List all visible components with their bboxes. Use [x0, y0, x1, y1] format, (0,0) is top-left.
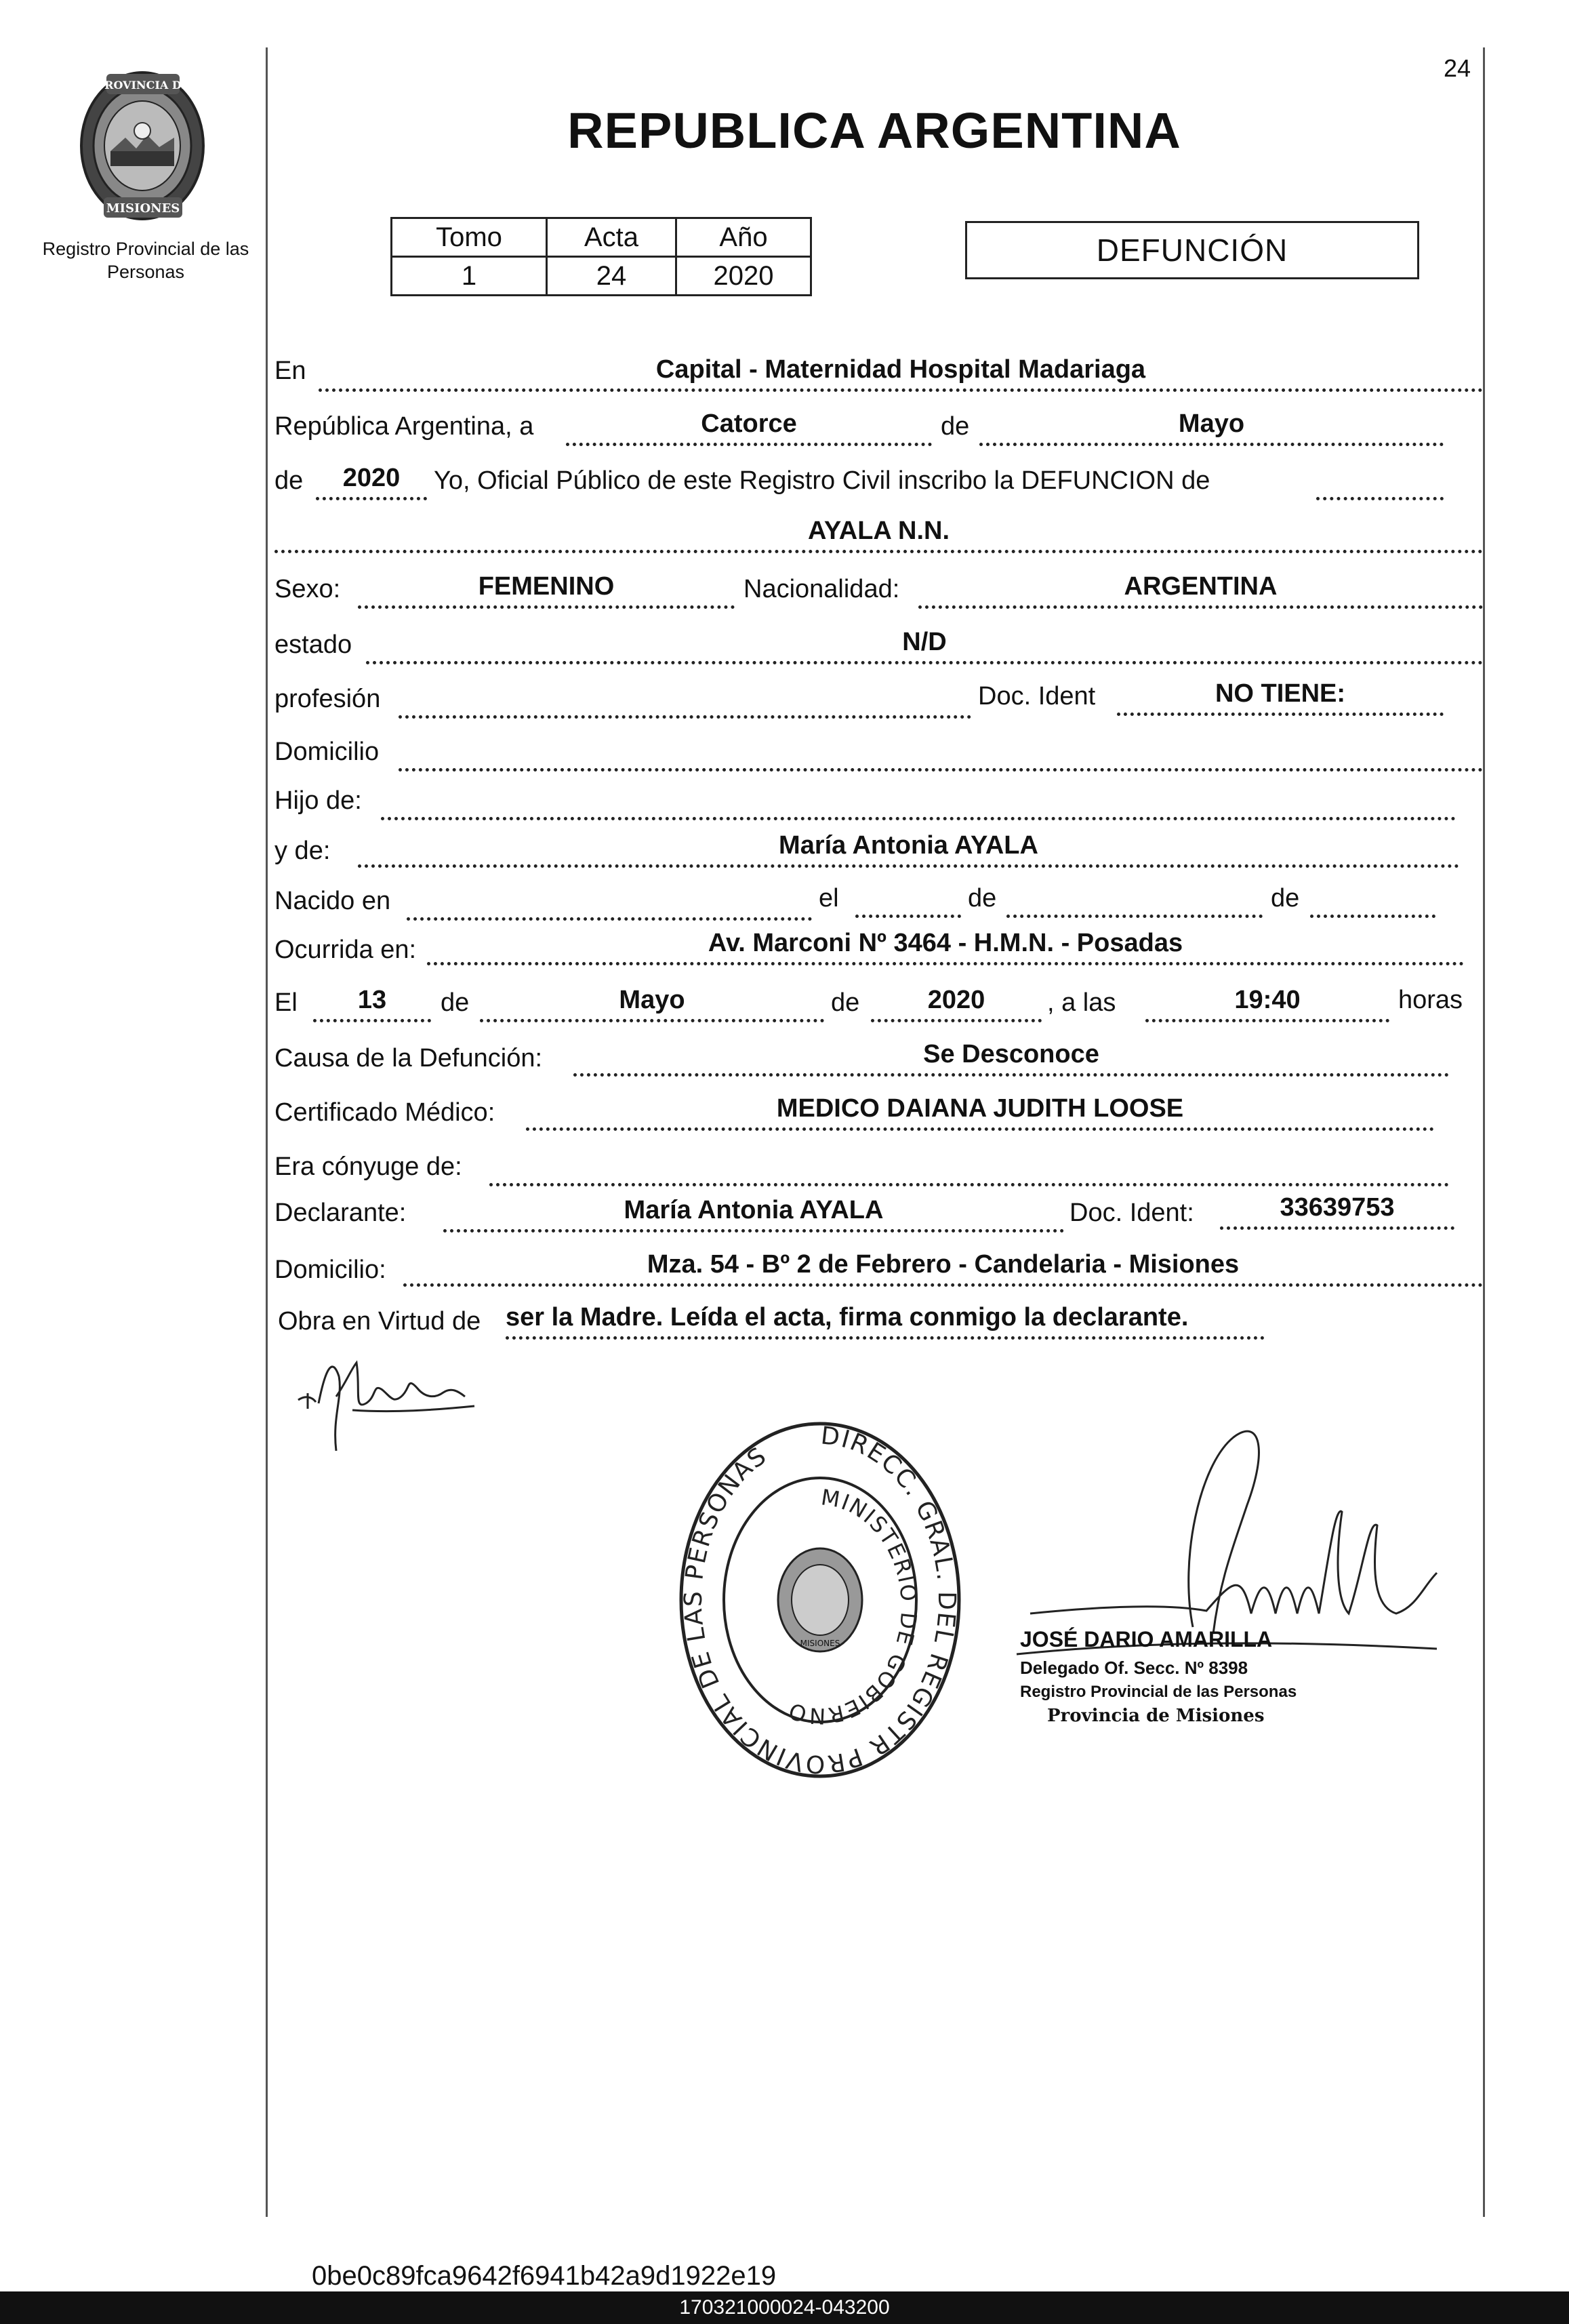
field-sexo: FEMENINO	[358, 569, 735, 609]
field-anio-def: 2020	[871, 983, 1042, 1022]
field-declarante: María Antonia AYALA	[443, 1193, 1064, 1233]
svg-text:MINISTERIO DE GOBIERNO: MINISTERIO DE GOBIERNO	[784, 1484, 922, 1729]
field-hijo-de	[381, 781, 1456, 820]
label-en: En	[274, 357, 306, 385]
field-anio: 2020	[316, 461, 427, 500]
record-table	[390, 217, 812, 296]
label-republica: República Argentina, a	[274, 412, 534, 441]
right-margin-line	[1483, 47, 1485, 2217]
field-nacionalidad: ARGENTINA	[918, 569, 1483, 609]
label-certificado: Certificado Médico:	[274, 1098, 495, 1127]
label-el: el	[819, 884, 839, 913]
record-type-box: DEFUNCIÓN	[965, 221, 1419, 279]
table-cell: 24	[547, 257, 676, 296]
label-sexo: Sexo:	[274, 575, 341, 603]
table-header-cell: Tomo	[392, 218, 547, 257]
label-profesion: profesión	[274, 685, 381, 713]
svg-text:DIRECC. GRAL. DEL REGISTR PROV: DIRECC. GRAL. DEL REGISTR PROVINCIAL DE LAS PERSONAS	[679, 1422, 961, 1778]
field-certificado: MEDICO DAIANA JUDITH LOOSE	[526, 1091, 1434, 1131]
field-nacido-el	[855, 879, 961, 918]
label-domicilio: Domicilio	[274, 738, 380, 766]
label-doc-ident-decl: Doc. Ident:	[1069, 1199, 1194, 1227]
official-role: Delegado Of. Secc. Nº 8398	[1020, 1658, 1248, 1678]
label-obra: Obra en Virtud de	[278, 1307, 481, 1336]
field-y-de: María Antonia AYALA	[358, 828, 1459, 868]
footer-code: 170321000024-043200	[0, 2291, 1569, 2324]
field-inscribo-blank	[1316, 461, 1444, 500]
label-de-n1: de	[968, 884, 997, 913]
declarant-signature	[291, 1329, 481, 1464]
field-dia-letras: Catorce	[566, 407, 932, 446]
field-hora: 19:40	[1145, 983, 1389, 1022]
label-domicilio-decl: Domicilio:	[274, 1256, 386, 1284]
label-ocurrida-en: Ocurrida en:	[274, 936, 417, 964]
page-title: REPUBLICA ARGENTINA	[567, 102, 1181, 159]
field-mes-def: Mayo	[480, 983, 824, 1022]
field-nacido-anio	[1310, 879, 1435, 918]
label-conyuge: Era cónyuge de:	[274, 1153, 462, 1181]
label-doc-ident: Doc. Ident	[978, 682, 1096, 710]
official-block	[1020, 1627, 1400, 1726]
official-stamp	[674, 1417, 966, 1783]
left-margin-line	[266, 47, 268, 2217]
label-de-d2: de	[831, 988, 860, 1017]
field-conyuge	[489, 1147, 1449, 1186]
field-domicilio-decl: Mza. 54 - Bº 2 de Febrero - Candelaria - Misiones	[403, 1247, 1483, 1287]
table-header-cell: Año	[676, 218, 811, 257]
label-de-year: de	[274, 466, 304, 495]
label-nacionalidad: Nacionalidad:	[743, 575, 900, 603]
record-table-header	[392, 218, 811, 257]
record-table-row	[392, 257, 811, 296]
field-mes: Mayo	[979, 407, 1444, 446]
province-emblem-icon	[71, 64, 213, 227]
registry-name: Registro Provincial de las Personas	[42, 239, 249, 282]
field-nacido-mes	[1006, 879, 1263, 918]
field-dia: 13	[313, 983, 431, 1022]
label-y-de: y de:	[274, 837, 331, 865]
field-domicilio	[399, 732, 1483, 772]
table-cell: 1	[392, 257, 547, 296]
label-inscribo: Yo, Oficial Público de este Registro Civil inscribo la DEFUNCION de	[434, 466, 1210, 495]
label-de: de	[941, 412, 970, 441]
label-a-las: , a las	[1047, 988, 1116, 1017]
field-doc-ident: NO TIENE:	[1117, 677, 1444, 716]
table-cell: 2020	[676, 257, 811, 296]
field-obra: ser la Madre. Leída el acta, firma conmigo la declarante.	[506, 1300, 1265, 1340]
svg-text:MISIONES: MISIONES	[800, 1639, 840, 1648]
label-nacido-en: Nacido en	[274, 887, 391, 915]
label-de-n2: de	[1271, 884, 1300, 913]
table-header-cell: Acta	[547, 218, 676, 257]
label-declarante: Declarante:	[274, 1199, 407, 1227]
field-lugar: Capital - Maternidad Hospital Madariaga	[319, 353, 1483, 392]
label-de-d1: de	[441, 988, 470, 1017]
label-hijo-de: Hijo de:	[274, 786, 362, 815]
page-number: 24	[1444, 54, 1471, 82]
field-nombre: AYALA N.N.	[274, 514, 1483, 553]
label-causa: Causa de la Defunción:	[274, 1044, 543, 1073]
official-name: JOSÉ DARIO AMARILLA	[1020, 1627, 1273, 1651]
field-estado: N/D	[366, 625, 1483, 664]
official-registry: Registro Provincial de las Personas	[1020, 1683, 1297, 1701]
svg-text:MISIONES: MISIONES	[106, 201, 180, 216]
field-doc-ident-decl: 33639753	[1220, 1190, 1454, 1230]
document-hash: 0be0c89fca9642f6941b42a9d1922e19	[312, 2261, 777, 2291]
svg-text:PROVINCIA DE: PROVINCIA DE	[96, 79, 190, 92]
field-nacido-en	[407, 881, 812, 921]
label-estado: estado	[274, 630, 352, 659]
label-el-date: El	[274, 988, 298, 1017]
label-horas: horas	[1398, 986, 1463, 1014]
field-ocurrida-en: Av. Marconi Nº 3464 - H.M.N. - Posadas	[427, 926, 1464, 965]
field-causa: Se Desconoce	[573, 1037, 1449, 1077]
field-profesion	[399, 679, 971, 719]
official-province: Provincia de Misiones	[1047, 1706, 1265, 1726]
